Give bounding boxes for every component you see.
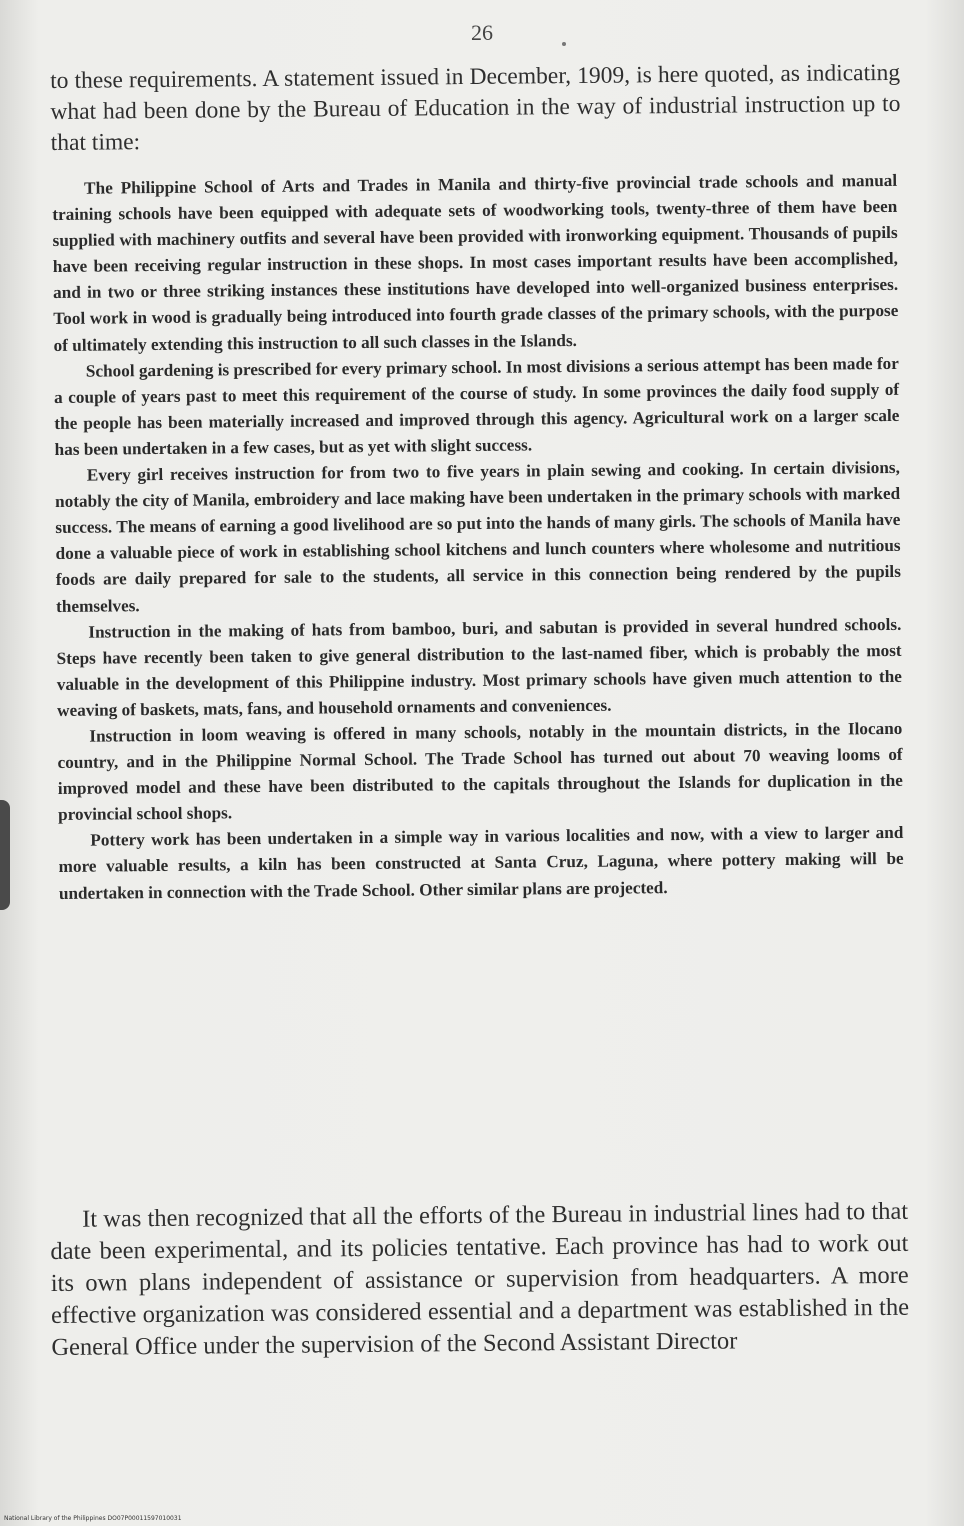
block-quote — [52, 168, 904, 907]
quote-paragraph: Pottery work has been undertaken in a simple way in various localities and now, with a view to larger and more valuable results, a kiln has been constructed at Santa Cruz, Laguna, where pottery making will be undertaken in connection with the Trade School. Other similar plans are projected. — [58, 823, 904, 903]
closing-paragraph — [50, 1196, 909, 1364]
binding-shadow — [0, 800, 10, 910]
quote-paragraph: The Philippine School of Arts and Trades in Manila and thirty-five provincial trade schools and manual training schools have been equipped with adequate sets of woodworking tools, twenty-three of them have been supplied with machinery outfits and several have been provided with ironworking equipment. Thousands of pupils have been receiving regular instruction in these shops. In most cases important results have been accomplished, and in two or three striking instances these institutions have developed into well-organized business enterprises. Tool work in wood is gradually being introduced into fourth grade classes of the primary schools, with the purpose of ultimately extending this instruction to all such classes in the Islands. — [52, 170, 899, 355]
quote-paragraph: Instruction in loom weaving is offered in many schools, notably in the mountain districts, in the Ilocano country, and in the Philippine Normal School. The Trade School has turned out about 70 weaving looms of improved model and these have been distributed to the capitals throughout the Islands for duplication in the provincial school shops. — [57, 718, 903, 825]
closing-text: It was then recognized that all the efforts of the Bureau in industrial lines had to that date been experimental, and its policies tentative. Each province has had to work out its own plans independent of assistance or supervision from headquarters. A more effective organization was considered essential and a department was established in the General Office under the supervision of the Second Assistant Director — [50, 1197, 910, 1361]
intro-paragraph — [50, 58, 901, 159]
library-footer: National Library of the Philippines DO07P00011597010031 — [4, 1515, 182, 1522]
page-number: 26 — [471, 20, 493, 45]
quote-paragraph: Every girl receives instruction for from two to five years in plain sewing and cooking. In certain divisions, notably the city of Manila, embroidery and lace making have been undertaken in the primary schools with marked success. The means of earning a good livelihood are so put into the hands of many girls. The schools of Manila have done a valuable piece of work in establishing school kitchens and lunch counters where wholesome and nutritious foods are daily prepared for sale to the students, all service in this connection being rendered by the pupils themselves. — [55, 457, 901, 616]
quote-paragraph: Instruction in the making of hats from bamboo, buri, and sabutan is provided in several hundred schools. Steps have recently been taken to give general distribution to the last-named fiber, which is probably the most valuable in the development of this Philippine industry. Most primary schools have given much attention to the weaving of baskets, mats, fans, and household ornaments and conveniences. — [56, 614, 902, 720]
intro-text: to these requirements. A statement issued in December, 1909, is here quoted, as indicating what had been done by the Bureau of Education in the way of industrial instruction up to that time: — [50, 59, 901, 156]
quote-paragraph: School gardening is prescribed for every primary school. In most divisions a serious attempt has been made for a couple of years past to meet this requirement of the course of study. In some provinces the daily food supply of the people has been materially increased and improved through this agency. Agricultural work on a larger scale has been undertaken in a few cases, but as yet with slight success. — [54, 353, 900, 459]
